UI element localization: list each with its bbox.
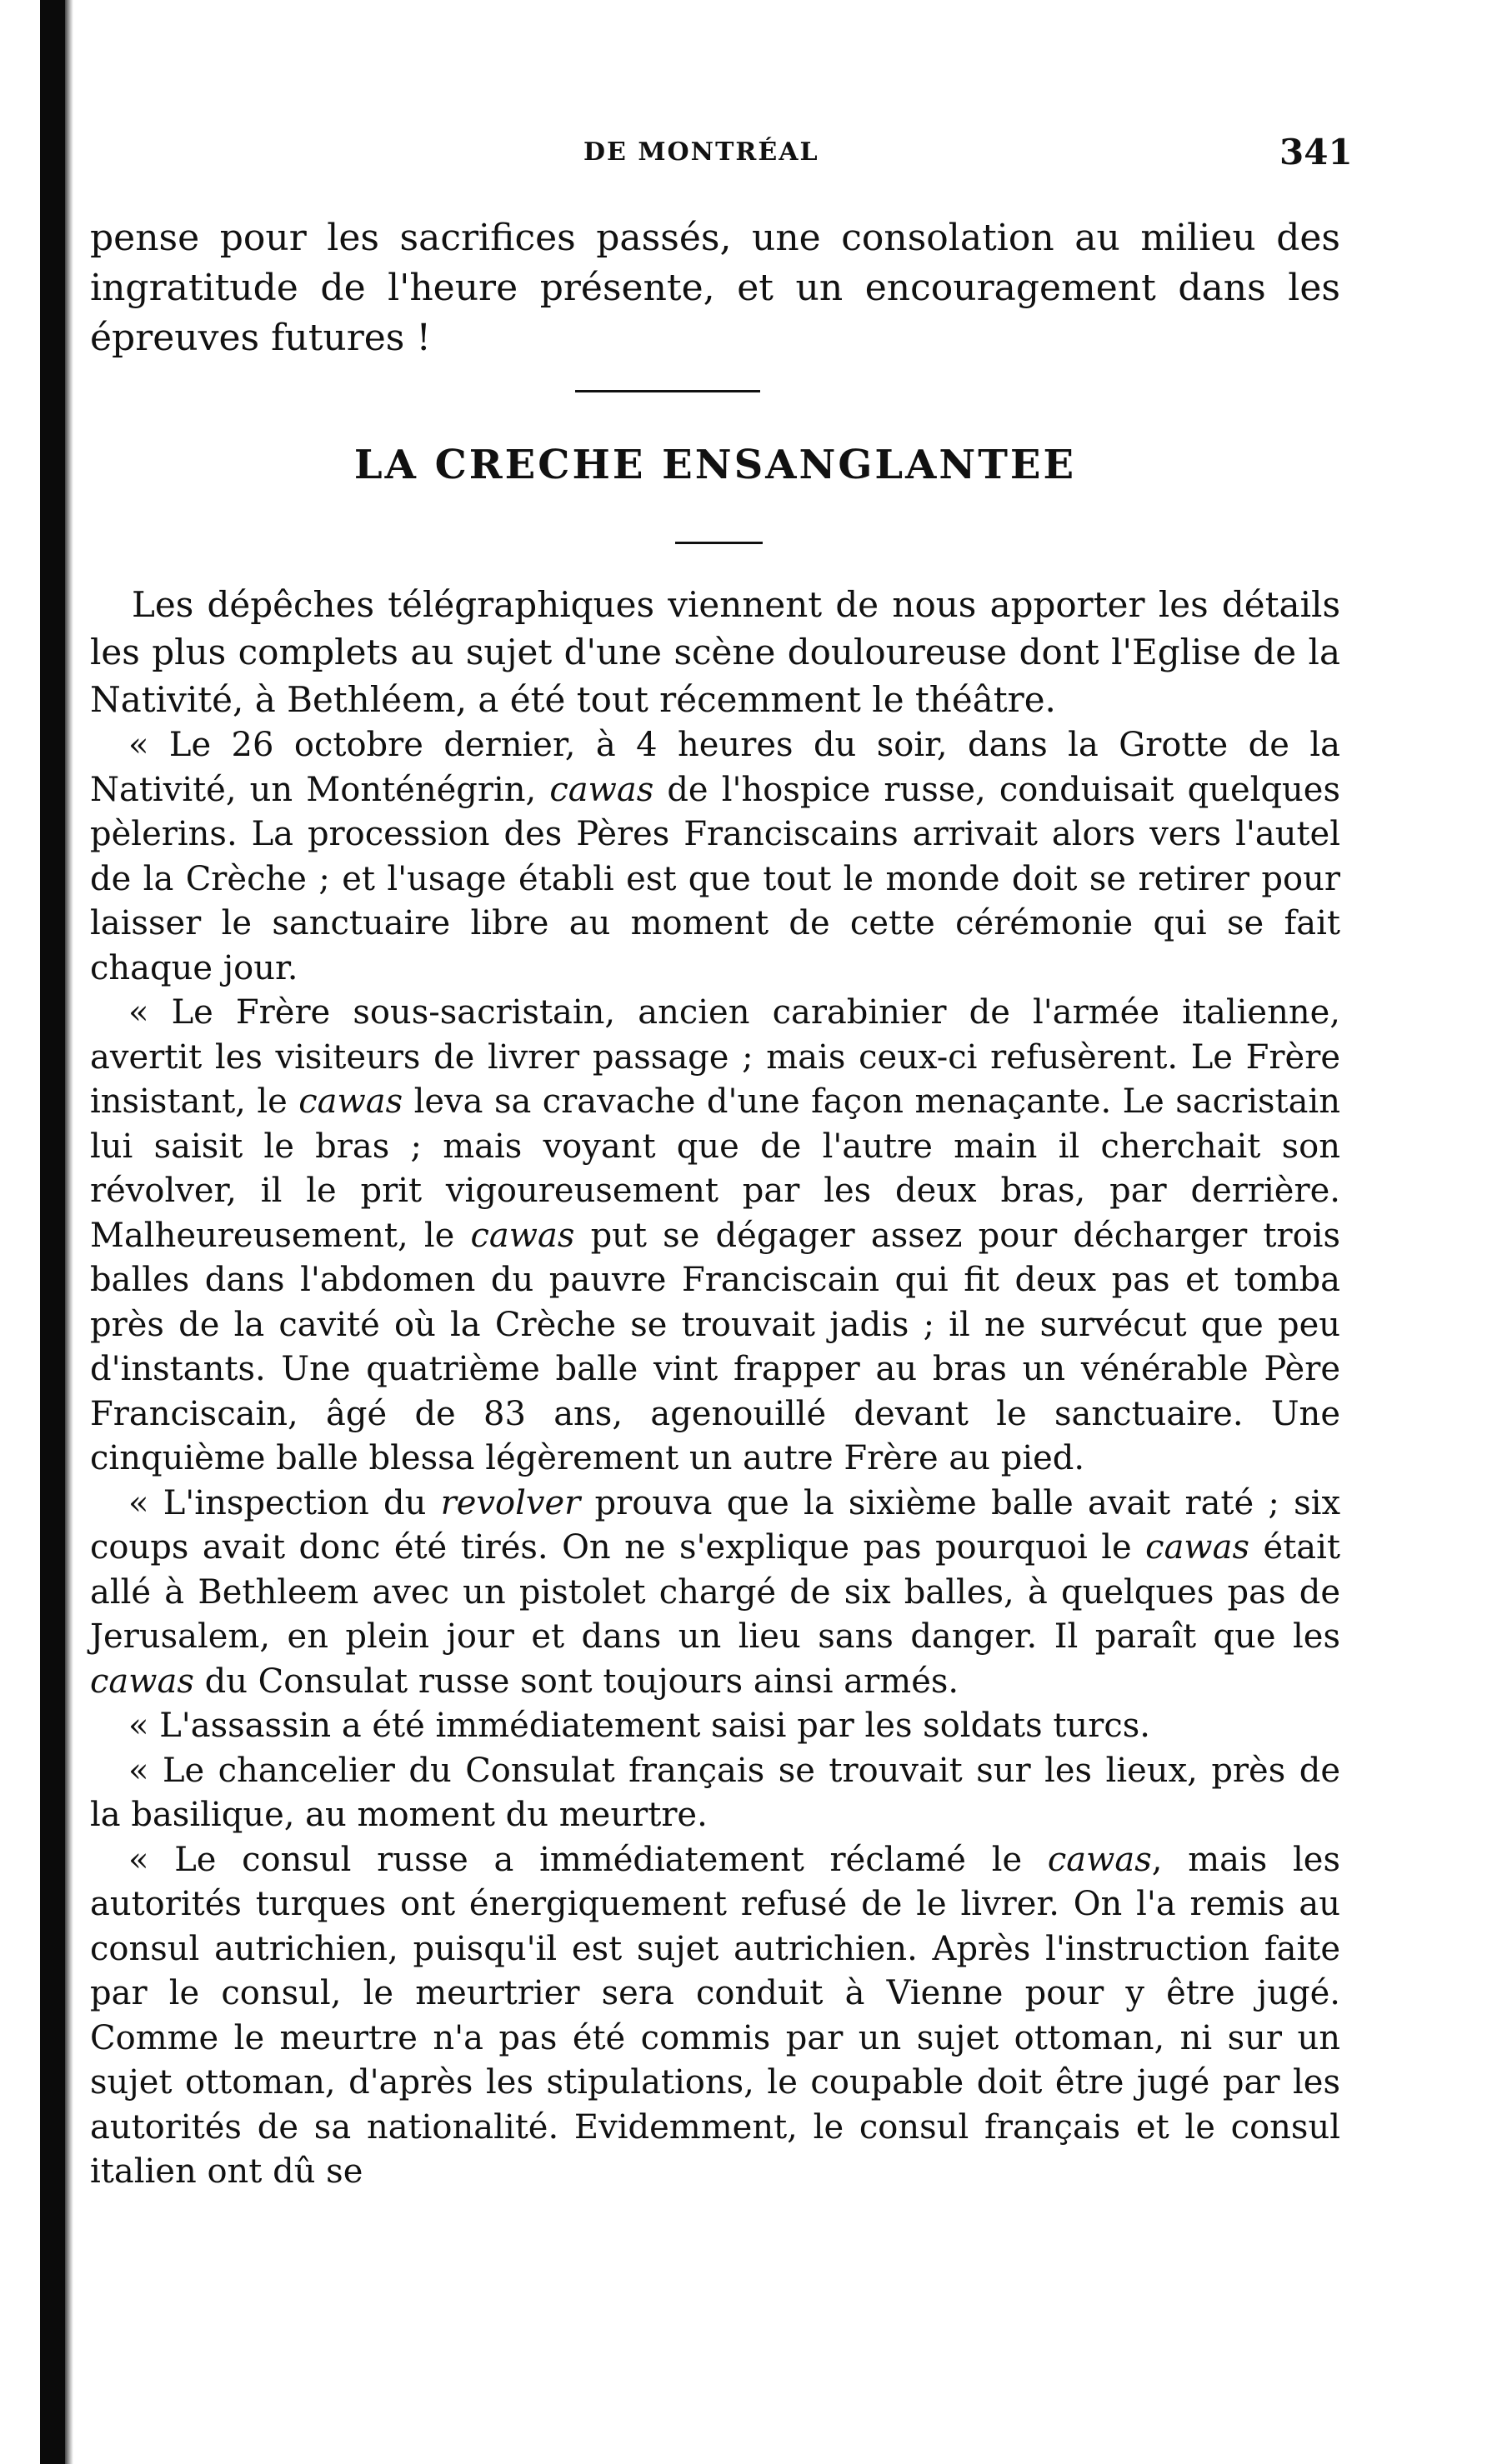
paragraph-3-part-a: « Le Frère sous-sacristain, ancien carabinier de l'armée italienne, avertit les visiteurs de livrer passage ; mais ceux-ci refusèrent. Le Frère insistant, le xyxy=(90,993,1340,1121)
paragraph-2-italic: cawas xyxy=(549,770,654,809)
paragraph-4-italic-2: cawas xyxy=(1145,1528,1250,1567)
paragraph-7-part-c: , mais les autorités turques ont énergiquement refusé de le livrer. On l'a remis au consul autrichien, puisqu'il est sujet autrichien. Après l'instruction faite par le consul, le meurtrier sera conduit à Vienne pour y être jugé. Comme le meurtre n'a pas été commis par un sujet ottoman, ni sur un sujet ottoman, d'après les stipulations, le coupable doit être jugé par les autorités de sa nationalité. Evidemment, le consul français et le consul italien ont dû se xyxy=(90,1840,1341,2191)
intro-text: pense pour les sacrifices passés, une consolation au milieu des ingratitude de l'heure présente, et un encouragement dans les épreuves futures ! xyxy=(90,217,1340,359)
paragraph-4 xyxy=(90,1482,1340,1705)
paragraph-6: « Le chancelier du Consulat français se trouvait sur les lieux, près de la basilique, au moment du meurtre. xyxy=(90,1751,1340,1834)
paragraph-1: Les dépêches télégraphiques viennent de nous apporter les détails les plus complets au sujet d'une scène douloureuse dont l'Eglise de la Nativité, à Bethléem, a été tout récemment le théâtre. xyxy=(90,584,1340,720)
paragraph-7-part-a: « Le consul russe a immédiatement réclamé le xyxy=(128,1840,1048,1879)
paragraph-7-italic: cawas xyxy=(1047,1840,1152,1879)
spine-edge-gradient xyxy=(65,0,73,2464)
book-spine-shadow xyxy=(40,0,65,2464)
running-header-title: DE MONTRÉAL xyxy=(583,137,819,167)
paragraph-4-part-c: prouva que la sixième balle avait raté ; six coups avait donc été tirés. On ne s'explique pas pourquoi le xyxy=(90,1483,1340,1567)
paragraph-7 xyxy=(90,1838,1340,2195)
article-body xyxy=(90,581,1340,2195)
paragraph-3-part-e: put se dégager assez pour décharger trois balles dans l'abdomen du pauvre Franciscain qui fit deux pas et tomba près de la cavité où la Crèche se trouvait jadis ; il ne survécut que peu d'instants. Une quatrième balle vint frapper au bras un vénérable Père Franciscain, âgé de 83 ans, agenouillé devant le sanctuaire. Une cinquième balle blessa légèrement un autre Frère au pied. xyxy=(90,1216,1340,1477)
paragraph-4-part-a: « L'inspection du xyxy=(128,1483,441,1522)
paragraph-3 xyxy=(90,991,1340,1482)
paragraph-4-part-e: était allé à Bethleem avec un pistolet chargé de six balles, à quelques pas de Jerusalem, en plein jour et dans un lieu sans danger. Il paraît que les xyxy=(90,1528,1340,1656)
paragraph-5: « L'assassin a été immédiatement saisi par les soldats turcs. xyxy=(128,1707,1150,1745)
paragraph-3-part-c: leva sa cravache d'une façon menaçante. Le sacristain lui saisit le bras ; mais voyant que de l'autre main il cherchait son révolver, il le prit vigoureusement par les deux bras, par derrière. Malheureusement, le xyxy=(90,1082,1340,1255)
paragraph-3-italic-2: cawas xyxy=(470,1216,575,1255)
paragraph-4-part-g: du Consulat russe sont toujours ainsi armés. xyxy=(193,1662,959,1701)
paragraph-2 xyxy=(90,723,1340,991)
paragraph-2-part-c: de l'hospice russe, conduisait quelques pèlerins. La procession des Pères Franciscains arrivait alors vers l'autel de la Crèche ; et l'usage établi est que tout le monde doit se retirer pour laisser le sanctuaire libre au moment de cette cérémonie qui se fait chaque jour. xyxy=(90,770,1340,987)
section-title: LA CRECHE ENSANGLANTEE xyxy=(353,442,1077,488)
section-divider-bottom xyxy=(675,542,763,544)
paragraph-2-part-a: « Le 26 octobre dernier, à 4 heures du soir, dans la Grotte de la Nativité, un Monténégrin, xyxy=(90,726,1340,809)
paragraph-4-italic-3: cawas xyxy=(90,1662,194,1701)
intro-paragraph xyxy=(90,213,1340,363)
paragraph-3-italic-1: cawas xyxy=(298,1082,403,1121)
section-divider-top xyxy=(575,390,760,392)
paragraph-4-italic-1: revolver xyxy=(440,1483,581,1522)
page-number: 341 xyxy=(1279,132,1353,172)
